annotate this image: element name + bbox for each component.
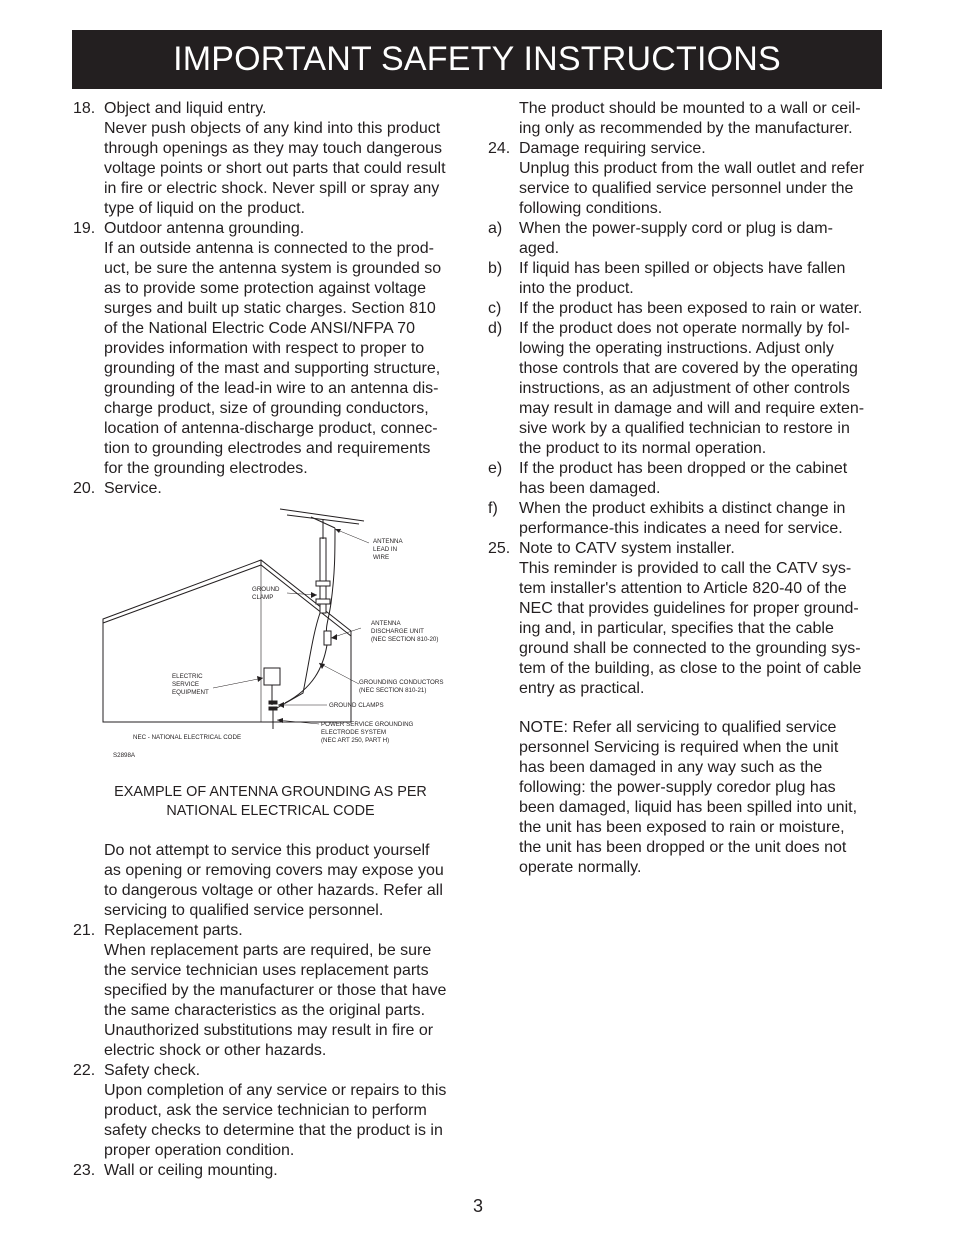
- text-line: the service technician uses replacement parts: [104, 962, 429, 979]
- text-line: tem of the building, as close to the point of cable: [519, 660, 862, 677]
- label-electric-3: EQUIPMENT: [172, 689, 209, 696]
- text-line: The product should be mounted to a wall or ceil-: [519, 100, 861, 117]
- ground-clamp: [269, 707, 277, 710]
- text-line: specified by the manufacturer or those that have: [104, 982, 447, 999]
- text-line: in fire or electric shock. Never spill or spray any: [104, 180, 440, 197]
- label-conductors-1: GROUNDING CONDUCTORS: [359, 679, 444, 686]
- text-line: through openings as they may touch dangerous: [104, 140, 443, 157]
- sub-item-d: [488, 319, 888, 459]
- text-line: as to provide some protection against voltage: [104, 280, 426, 297]
- item-19: [73, 219, 468, 479]
- text-line: Unplug this product from the wall outlet and refer: [519, 160, 865, 177]
- text-line: ing and, in particular, specifies that the cable: [519, 620, 834, 637]
- label-lead-in-2: LEAD IN: [373, 546, 398, 553]
- text-line: grounding of the lead-in wire to an antenna dis-: [104, 380, 439, 397]
- item-number: 22.: [73, 1062, 96, 1079]
- discharge-unit: [324, 631, 331, 645]
- text-line: grounding of the mast and supporting structure,: [104, 360, 441, 377]
- text-line: the unit has been exposed to rain or moisture,: [519, 819, 845, 836]
- note-paragraph: [488, 718, 888, 878]
- text-line: tem installer's attention to Article 820-40 of the: [519, 580, 847, 597]
- item-title: Replacement parts.: [104, 922, 243, 939]
- text-line: has been damaged.: [519, 480, 661, 497]
- item-18: [73, 99, 468, 219]
- sub-item-letter: e): [488, 460, 503, 477]
- label-conductors-2: (NEC SECTION 810-21): [359, 687, 427, 694]
- label-discharge-3: (NEC SECTION 810-20): [371, 636, 439, 643]
- sub-item-letter: f): [488, 500, 498, 517]
- text-line: When replacement parts are required, be sure: [104, 942, 432, 959]
- label-ground-clamp-1: GROUND: [252, 586, 280, 593]
- text-line: voltage points or short out parts that could result: [104, 160, 446, 177]
- text-line: charge product, size of grounding conductors,: [104, 400, 429, 417]
- sub-item-letter: c): [488, 300, 502, 317]
- item-number: 25.: [488, 540, 511, 557]
- text-line: If the product has been exposed to rain or water.: [519, 300, 863, 317]
- text-line: product, ask the service technician to perform: [104, 1102, 427, 1119]
- item-title: Damage requiring service.: [519, 140, 706, 157]
- text-line: surges and built up static charges. Section 810: [104, 300, 436, 317]
- text-line: performance-this indicates a need for service.: [519, 520, 843, 537]
- text-line: Never push objects of any kind into this product: [104, 120, 441, 137]
- label-power-3: (NEC ART 250, PART H): [321, 737, 390, 744]
- sub-item-c: [488, 299, 888, 319]
- mast-clamp: [316, 581, 330, 586]
- text-line: to dangerous voltage or other hazards. Refer all: [104, 882, 443, 899]
- text-line: into the product.: [519, 280, 634, 297]
- text-line: provides information with respect to proper to: [104, 340, 425, 357]
- text-line: entry as practical.: [519, 680, 645, 697]
- sub-item-e: [488, 459, 888, 499]
- text-line: servicing to qualified service personnel.: [104, 902, 384, 919]
- text-line: instructions, as an adjustment of other controls: [519, 380, 850, 397]
- text-line: When the power-supply cord or plug is dam-: [519, 220, 833, 237]
- text-line: the unit has been dropped or the unit does not: [519, 839, 847, 856]
- antenna-grounding-illustration: [73, 503, 468, 775]
- antenna-grounding-diagram: [73, 503, 468, 775]
- label-power-1: POWER SERVICE GROUNDING: [321, 721, 414, 728]
- label-nec: NEC - NATIONAL ELECTRICAL CODE: [133, 734, 242, 741]
- label-electric-1: ELECTRIC: [172, 673, 203, 680]
- text-line: NEC that provides guidelines for proper ground-: [519, 600, 859, 617]
- text-line: may result in damage and will and require exten-: [519, 400, 865, 417]
- item-title: Note to CATV system installer.: [519, 540, 735, 557]
- text-line: aged.: [519, 240, 560, 257]
- item-number: 18.: [73, 100, 96, 117]
- right-column: [488, 99, 888, 878]
- label-lead-in-1: ANTENNA: [373, 538, 403, 545]
- item-number: 20.: [73, 480, 96, 497]
- item-21: [73, 921, 468, 1061]
- text-line: been damaged, liquid has been spilled into unit,: [519, 799, 858, 816]
- label-electric-2: SERVICE: [172, 681, 200, 688]
- item-number: 24.: [488, 140, 511, 157]
- item-title: Object and liquid entry.: [104, 100, 267, 117]
- label-ground-clamps: GROUND CLAMPS: [329, 702, 384, 709]
- text-line: This reminder is provided to call the CATV sys-: [519, 560, 852, 577]
- label-figure-code: S2898A: [113, 752, 136, 759]
- text-line: Unauthorized substitutions may result in fire or: [104, 1022, 434, 1039]
- text-line: Do not attempt to service this product yourself: [104, 842, 430, 859]
- text-line: location of antenna-discharge product, connec-: [104, 420, 438, 437]
- item-20: [73, 479, 468, 499]
- text-line: operate normally.: [519, 859, 642, 876]
- text-line: tion to grounding electrodes and requirements: [104, 440, 431, 457]
- text-line: safety checks to determine that the product is in: [104, 1122, 443, 1139]
- page-number: 3: [472, 1196, 483, 1216]
- item-title: Safety check.: [104, 1062, 201, 1079]
- service-paragraph: [73, 841, 468, 921]
- item-25: [488, 539, 888, 699]
- text-line: personnel Servicing is required when the unit: [519, 739, 839, 756]
- item-23: [73, 1161, 468, 1181]
- page-title: IMPORTANT SAFETY INSTRUCTIONS: [173, 40, 781, 78]
- mast-clamp: [316, 599, 330, 604]
- electric-service-box: [264, 668, 280, 685]
- text-line: Upon completion of any service or repairs to this: [104, 1082, 447, 1099]
- label-discharge-1: ANTENNA: [371, 620, 401, 627]
- text-line: uct, be sure the antenna system is grounded so: [104, 260, 442, 277]
- text-line: the product to its normal operation.: [519, 440, 767, 457]
- text-line: When the product exhibits a distinct change in: [519, 500, 846, 517]
- caption-line: NATIONAL ELECTRICAL CODE: [166, 803, 375, 819]
- label-power-2: ELECTRODE SYSTEM: [321, 729, 386, 736]
- text-line: If liquid has been spilled or objects have fallen: [519, 260, 846, 277]
- text-line: electric shock or other hazards.: [104, 1042, 327, 1059]
- text-line: If the product does not operate normally by fol-: [519, 320, 850, 337]
- text-line: those controls that are covered by the operating: [519, 360, 858, 377]
- item-number: 21.: [73, 922, 96, 939]
- sub-item-letter: a): [488, 220, 503, 237]
- item-24: [488, 139, 888, 219]
- text-line: has been damaged in any way such as the: [519, 759, 823, 776]
- item-number: 23.: [73, 1162, 96, 1179]
- sub-item-letter: d): [488, 320, 503, 337]
- text-line: ground shall be connected to the grounding sys-: [519, 640, 861, 657]
- house-front-outline: [103, 560, 351, 722]
- text-line: If an outside antenna is connected to the prod-: [104, 240, 435, 257]
- sub-item-f: [488, 499, 888, 539]
- sub-item-letter: b): [488, 260, 503, 277]
- item-title: Service.: [104, 480, 162, 497]
- text-line: lowing the operating instructions. Adjust only: [519, 340, 834, 357]
- text-line: the same characteristics as the original parts.: [104, 1002, 426, 1019]
- ground-clamp: [269, 701, 277, 704]
- diagram-caption: [73, 783, 468, 821]
- text-line: proper operation condition.: [104, 1142, 295, 1159]
- sub-item-b: [488, 259, 888, 299]
- text-line: sive work by a qualified technician to restore in: [519, 420, 850, 437]
- title-banner: [72, 30, 882, 89]
- text-line: If the product has been dropped or the cabinet: [519, 460, 848, 477]
- text-line: as opening or removing covers may expose you: [104, 862, 444, 879]
- label-lead-in-3: WIRE: [373, 554, 390, 561]
- item-title: Wall or ceiling mounting.: [104, 1162, 278, 1179]
- label-discharge-2: DISCHARGE UNIT: [371, 628, 424, 635]
- item-22: [73, 1061, 468, 1161]
- text-line: following conditions.: [519, 200, 663, 217]
- caption-line: EXAMPLE OF ANTENNA GROUNDING AS PER: [114, 784, 427, 800]
- text-line: service to qualified service personnel under the: [519, 180, 854, 197]
- text-line: following: the power-supply coredor plug has: [519, 779, 836, 796]
- item-title: Outdoor antenna grounding.: [104, 220, 305, 237]
- text-line: of the National Electric Code ANSI/NFPA 70: [104, 320, 415, 337]
- item-number: 19.: [73, 220, 96, 237]
- left-column: [73, 99, 468, 1181]
- text-line: for the grounding electrodes.: [104, 460, 308, 477]
- text-line: ing only as recommended by the manufacturer.: [519, 120, 853, 137]
- sub-item-a: [488, 219, 888, 259]
- text-line: type of liquid on the product.: [104, 200, 306, 217]
- text-line: NOTE: Refer all servicing to qualified service: [519, 719, 837, 736]
- label-ground-clamp-2: CLAMP: [252, 594, 274, 601]
- mounting-paragraph: [488, 99, 888, 139]
